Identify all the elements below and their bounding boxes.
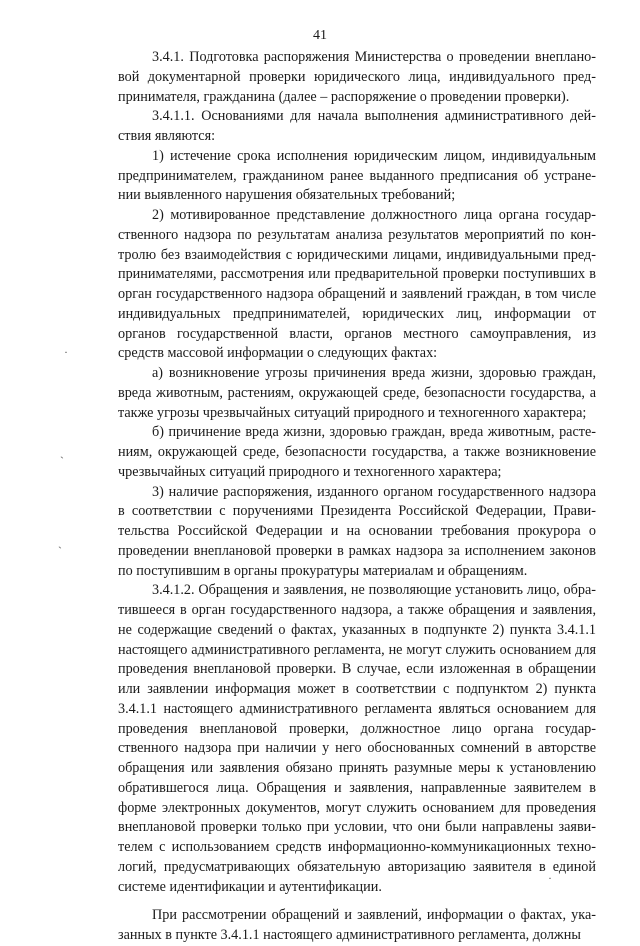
list-item-2a: а) возникновение угрозы причинения вреда жизни, здоровью граждан, вреда животным, растениям, окружающей среде, безопасности государства, а также угрозы чрезвычайных ситуаций природного и техногенного характера; — [118, 365, 596, 421]
paragraph-3-4-1-1: 3.4.1.1. Основаниями для начала выполнения административного действия являются: — [118, 108, 596, 144]
scan-speck-mark: · — [64, 345, 68, 359]
scan-speck-mark: · — [548, 871, 552, 885]
page-number: 41 — [313, 28, 327, 43]
paragraph-3-4-1: 3.4.1. Подготовка распоряжения Министерства о проведении внеплановой документарной проверки юридического лица, индивидуального предпринимателя, гражданина (далее – распоряжение о проведении проверки). — [118, 49, 596, 105]
document-body — [118, 48, 596, 946]
list-item-2b: б) причинение вреда жизни, здоровью граждан, вреда животным, растениям, окружающей среде, безопасности государства, а также возникновение чрезвычайных ситуаций природного и техногенного характера; — [118, 424, 596, 480]
scan-tick-mark: ˏ — [58, 535, 62, 549]
list-item-2: 2) мотивированное представление должностного лица органа государственного надзора по результатам анализа результатов мероприятий по контролю без взаимодействия с юридическими лицами, индивидуальными предпринимателями, рассмотрения или предварительной проверки поступивших в орган государственного надзора обращений и заявлений граждан, в том числе индивидуальных предпринимателей, юридических лиц, информации от органов государственной власти, органов местного самоуправления, из средств массовой информации о следующих фактах: — [118, 207, 596, 362]
list-item-1: 1) истечение срока исполнения юридическим лицом, индивидуальным предпринимателем, гражданином ранее выданного предписания об устранении выявленного нарушения обязательных требований; — [118, 147, 596, 204]
paragraph-final: При рассмотрении обращений и заявлений, информации о фактах, указанных в пункте 3.4.1.1 настоящего административного регламента, должны — [118, 907, 596, 943]
paragraph-3-4-1-2: 3.4.1.2. Обращения и заявления, не позволяющие установить лицо, обратившееся в орган государственного надзора, а также обращения и заявления, не содержащие сведений о фактах, указанных в подпункте 2) пункта 3.4.1.1 настоящего административного регламента, не могут служить основанием для проведения внеплановой проверки. В случае, если изложенная в обращении или заявлении информация может в соответствии с подпунктом 2) пункта 3.4.1.1 настоящего административного регламента являться основанием для проведения внеплановой проверки, должностное лицо органа государственного надзора при наличии у него обоснованных сомнений в авторстве обращения или заявления обязано принять разумные меры к установлению обратившегося лица. Обращения и заявления, направленные заявителем в форме электронных документов, могут служить основанием для проведения внеплановой проверки только при условии, что они были направлены заявителем с использованием средств информационно-коммуникационных технологий, предусматривающих обязательную авторизацию заявителя в единой системе идентификации и аутентификации. — [118, 582, 596, 895]
scan-tick-mark: ˏ — [60, 445, 64, 459]
list-item-3: 3) наличие распоряжения, изданного органом государственного надзора в соответствии с поручениями Президента Российской Федерации, Правительства Российской Федерации и на основании требования прокурора о проведении внеплановой проверки в рамках надзора за исполнением законов по поступившим в органы прокуратуры материалам и обращениям. — [118, 483, 596, 579]
